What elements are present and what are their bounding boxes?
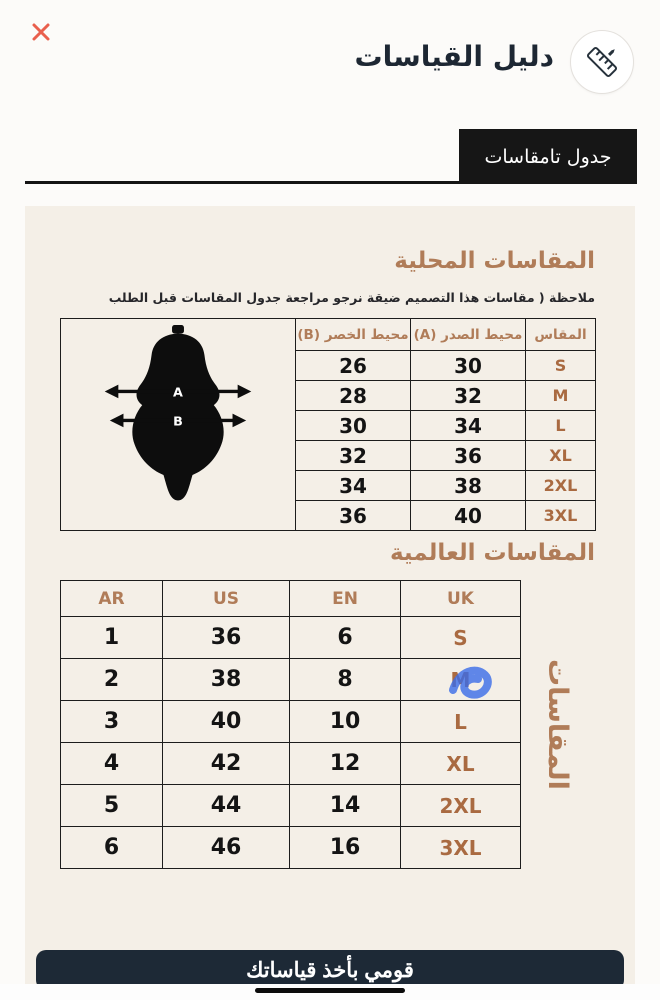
- intl-uk-cell: 2XL: [401, 785, 521, 827]
- international-size-table: [60, 580, 521, 869]
- sizing-note: ملاحظة ( مقاسات هذا التصميم ضيقة نرجو مراجعة جدول المقاسات قبل الطلب: [108, 290, 595, 305]
- intl-ar-cell: 6: [61, 827, 163, 869]
- tab-label: جدول تامقاسات: [484, 145, 612, 168]
- local-chest-cell: 32: [411, 381, 526, 411]
- local-size-table: [60, 318, 596, 531]
- international-size-table-body: [61, 617, 521, 869]
- svg-text:B: B: [173, 414, 183, 430]
- local-waist-cell: 34: [296, 471, 411, 501]
- col-size-header: المقاس: [526, 319, 596, 351]
- intl-en-cell: 14: [290, 785, 401, 827]
- local-waist-cell: 26: [296, 351, 411, 381]
- local-chest-cell: 40: [411, 501, 526, 531]
- international-header-row: [61, 581, 521, 617]
- intl-us-cell: 42: [163, 743, 290, 785]
- tab-size-table[interactable]: [459, 129, 637, 184]
- local-sizes-heading: المقاسات المحلية: [394, 248, 595, 274]
- international-size-row: [61, 701, 521, 743]
- local-waist-cell: 28: [296, 381, 411, 411]
- ruler-icon-badge: [570, 30, 634, 94]
- svg-text:A: A: [173, 385, 183, 401]
- local-chest-cell: 36: [411, 441, 526, 471]
- close-icon: [29, 20, 53, 44]
- local-size-cell: S: [526, 351, 596, 381]
- local-waist-cell: 36: [296, 501, 411, 531]
- intl-en-cell: 6: [290, 617, 401, 659]
- intl-en-cell: 16: [290, 827, 401, 869]
- intl-ar-cell: 1: [61, 617, 163, 659]
- local-size-cell: 3XL: [526, 501, 596, 531]
- intl-ar-cell: 5: [61, 785, 163, 827]
- ruler-pencil-icon: [582, 42, 622, 82]
- col-us-header: US: [163, 581, 290, 617]
- intl-uk-cell: M: [401, 659, 521, 701]
- international-size-row: [61, 659, 521, 701]
- local-size-cell: M: [526, 381, 596, 411]
- col-en-header: EN: [290, 581, 401, 617]
- intl-us-cell: 40: [163, 701, 290, 743]
- local-size-table-body: [61, 319, 596, 531]
- local-waist-cell: 30: [296, 411, 411, 441]
- local-chest-cell: 30: [411, 351, 526, 381]
- col-uk-header: UK: [401, 581, 521, 617]
- international-size-row: [61, 827, 521, 869]
- sizes-side-label-text: المقاسات: [542, 658, 574, 790]
- mannequin-cell: [61, 319, 296, 531]
- content-panel: [25, 206, 635, 984]
- intl-us-cell: 44: [163, 785, 290, 827]
- mannequin-image: [92, 325, 264, 521]
- intl-ar-cell: 3: [61, 701, 163, 743]
- page-title: دليل القياسات: [354, 40, 554, 73]
- intl-en-cell: 8: [290, 659, 401, 701]
- international-sizes-heading: المقاسات العالمية: [389, 540, 595, 566]
- intl-en-cell: 10: [290, 701, 401, 743]
- local-size-header-row: [61, 319, 596, 351]
- international-size-row: [61, 617, 521, 659]
- local-size-cell: XL: [526, 441, 596, 471]
- local-chest-cell: 34: [411, 411, 526, 441]
- col-chest-header: محيط الصدر (A): [411, 319, 526, 351]
- take-measurements-label: قومي بأخذ قياساتك: [246, 958, 414, 982]
- intl-us-cell: 46: [163, 827, 290, 869]
- intl-uk-cell: L: [401, 701, 521, 743]
- intl-ar-cell: 2: [61, 659, 163, 701]
- intl-ar-cell: 4: [61, 743, 163, 785]
- intl-en-cell: 12: [290, 743, 401, 785]
- col-waist-header: محيط الخصر (B): [296, 319, 411, 351]
- intl-uk-cell: S: [401, 617, 521, 659]
- sizes-side-label: [520, 580, 595, 868]
- bottom-strip: [0, 984, 660, 1000]
- international-size-row: [61, 785, 521, 827]
- home-indicator[interactable]: [255, 988, 405, 993]
- local-chest-cell: 38: [411, 471, 526, 501]
- local-size-cell: L: [526, 411, 596, 441]
- intl-us-cell: 36: [163, 617, 290, 659]
- local-size-cell: 2XL: [526, 471, 596, 501]
- local-waist-cell: 32: [296, 441, 411, 471]
- intl-uk-cell: 3XL: [401, 827, 521, 869]
- close-button[interactable]: [24, 16, 58, 50]
- col-ar-header: AR: [61, 581, 163, 617]
- international-size-row: [61, 743, 521, 785]
- intl-uk-cell: XL: [401, 743, 521, 785]
- intl-us-cell: 38: [163, 659, 290, 701]
